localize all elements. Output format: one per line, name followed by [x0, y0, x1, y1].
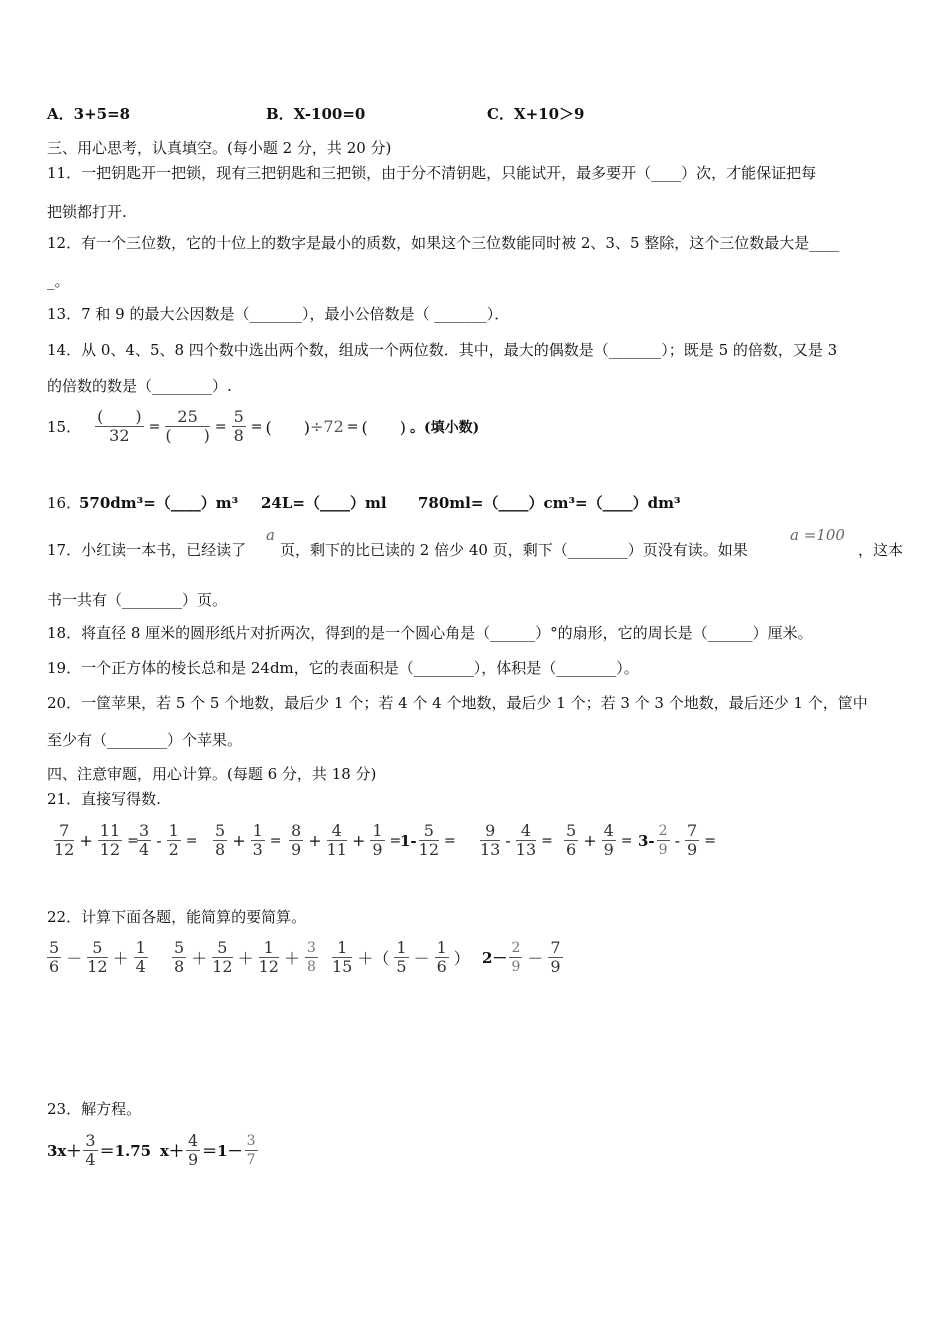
q15-paren-1: ( ) — [265, 418, 310, 437]
q21-expr-7: 5 6 + $\frac{4}{9}$ = — [566, 821, 633, 859]
q21-label: 21．直接写得数. — [47, 790, 161, 808]
q22-expr-3: 1 15 ＋（ 1 5 － 1 6 ） — [332, 938, 470, 976]
q22-expr-2: 5 8 ＋ 5 12 ＋ 1 12 ＋ 3 8 — [174, 938, 316, 976]
q17-line1c: ，这本 — [858, 541, 904, 559]
q15-fraction-2: 25 ( ) — [165, 407, 210, 445]
q22-expr-4: 2－ 2 9 － 7 9 — [482, 938, 561, 976]
q17-var-a: a — [266, 526, 275, 544]
q16-part-c: 780ml=（____）cm³=（____）dm³ — [418, 494, 681, 512]
q17-line1a: 17．小红读一本书，已经读了 — [47, 541, 247, 559]
q23-equation-1: 3x＋ 3 4 ＝1.75 — [47, 1131, 152, 1169]
q17-line1b: 页，剩下的比已读的 2 倍少 40 页，剩下（________）页没有读。如果 — [280, 541, 748, 559]
q23-label: 23．解方程。 — [47, 1100, 142, 1118]
q15-label: 15． — [47, 418, 82, 436]
q21-expr-1: 7 12 + $\frac{11}{12}$ = — [54, 821, 139, 859]
q21-expr-6: 9 13 - $\frac{4}{13}$ = — [480, 821, 553, 859]
section4-heading: 四、注意审题，用心计算。(每题 6 分，共 18 分) — [47, 765, 377, 783]
q22-label: 22．计算下面各题，能简算的要简算。 — [47, 908, 307, 926]
q12-line1: 12．有一个三位数，它的十位上的数字是最小的质数，如果这个三位数能同时被 2、3、5 整除，这个三位数最大是____ — [47, 234, 840, 252]
q15-fraction-1: ( ) 32 — [97, 407, 142, 445]
q11-line1: 11．一把钥匙开一把锁，现有三把钥匙和三把锁，由于分不清钥匙，只能试开，最多要开（____）次，才能保证把每 — [47, 164, 817, 182]
q14-line2: 的倍数的数是（________）. — [47, 377, 232, 395]
q12-line2: _。 — [47, 272, 70, 290]
q15-fraction-3: $\frac{5}{8}$ — [233, 407, 244, 445]
option-a: A．3+5=8 — [47, 105, 131, 123]
q15-tail: 。(填小数) — [409, 419, 480, 436]
q17-condition: a =100 — [790, 526, 845, 544]
q21-expr-8: 3- 2 9 - $\frac{7}{9}$ = — [638, 821, 716, 859]
q13: 13．7 和 9 的最大公因数是（_______），最小公倍数是（ _______）． — [47, 305, 510, 323]
q17-line2: 书一共有（________）页。 — [47, 591, 228, 609]
q20-line2: 至少有（________）个苹果。 — [47, 731, 243, 749]
q15-div72: ÷72 — [309, 417, 344, 436]
option-c: C．X+10＞9 — [487, 105, 585, 123]
q21-expr-3: 5 8 + $\frac{1}{3}$ = — [215, 821, 282, 859]
q21-expr-4: 8 9 + $\frac{4}{11}$ + $\frac{1}{9}$ = — [291, 821, 402, 859]
q15-paren-2: ( ) — [361, 418, 406, 437]
q14-line1: 14．从 0、4、5、8 四个数中选出两个数，组成一个两位数．其中，最大的偶数是（_______）；既是 5 的倍数，又是 3 — [47, 341, 838, 359]
q21-expr-5: 1- $\frac{5}{12}$ = — [400, 821, 456, 859]
option-b: B．X-100=0 — [266, 105, 366, 123]
q16-part-a: 570dm³=（____）m³ — [79, 494, 239, 512]
q11-line2: 把锁都打开. — [47, 203, 127, 221]
q23-equation-2: x＋ 4 9 ＝1－ 3 7 — [160, 1131, 256, 1169]
q20-line1: 20．一筐苹果，若 5 个 5 个地数，最后少 1 个；若 4 个 4 个地数，最后少 1 个；若 3 个 3 个地数，最后还少 1 个，筐中 — [47, 694, 868, 712]
q16-label: 16． — [47, 494, 82, 512]
q18: 18．将直径 8 厘米的圆形纸片对折两次，得到的是一个圆心角是（______）°的扇形，它的周长是（______）厘米。 — [47, 624, 813, 642]
q21-expr-2: 3 4 - $\frac{1}{2}$ = — [139, 821, 198, 859]
q16-part-b: 24L=（____）ml — [261, 494, 387, 512]
q22-expr-1: 5 6 － 5 12 ＋ 1 4 — [49, 938, 146, 976]
q19: 19．一个正方体的棱长总和是 24dm，它的表面积是（________），体积是（________）。 — [47, 659, 639, 677]
section3-heading: 三、用心思考，认真填空。(每小题 2 分，共 20 分) — [47, 139, 392, 157]
q15: 15． ( ) 32 = 25 ( ) = $\frac{5}{8}$ = ( ) ÷72 = ( ) 。(填小数) — [47, 407, 480, 445]
